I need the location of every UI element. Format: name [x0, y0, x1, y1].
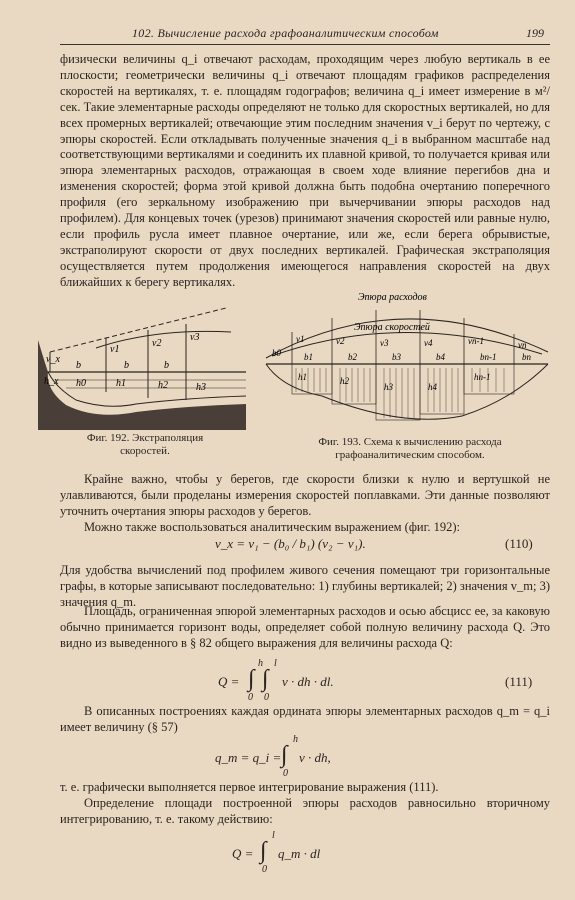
integral-2-upper: l	[274, 658, 277, 669]
figure-193-caption	[285, 436, 535, 461]
equation-111	[218, 658, 438, 703]
integral-2-lower: 0	[264, 692, 269, 703]
label-h2: h2	[340, 376, 349, 386]
paragraph-6	[60, 704, 550, 736]
label-hn1: hn-1	[474, 372, 491, 382]
integral-final-lower: 0	[262, 864, 267, 875]
integral-1-upper: h	[258, 658, 263, 669]
section-4	[420, 364, 464, 414]
page-number: 199	[526, 26, 544, 40]
label-b1: b	[76, 360, 81, 371]
label-vx: v_x	[46, 354, 60, 365]
equation-110-expr: v_x = v₁ − (b₀ / b₁) (v₂ − v₁).	[215, 536, 366, 551]
label-b3: b3	[392, 352, 401, 362]
paragraph-3-text: Можно также воспользоваться аналитическим выражением (фиг. 192):	[84, 520, 460, 534]
header-title: 102. Вычисление расхода графоаналитическим способом	[132, 26, 439, 40]
figure-192-caption	[50, 432, 240, 457]
paragraph-5-text: Площадь, ограниченная эпюрой элементарных расходов и осью абсцисс ее, за каковую обычно принимается горизонт воды, определяет собой полную величину расхода Q. Это видно из выведенного в § 82 общего выражения для величины расхода Q:	[60, 604, 550, 650]
river-bed	[266, 364, 548, 419]
label-v3: v3	[190, 332, 200, 343]
integral-sign-qm: ∫	[281, 742, 288, 768]
equation-111-number: (111)	[505, 674, 533, 689]
label-v2: v2	[336, 336, 345, 346]
equation-qm-body: v · dh,	[299, 750, 331, 765]
label-hx: h_x	[44, 376, 59, 387]
label-discharge-diagram: Эпюра расходов	[358, 292, 427, 303]
figure-193-caption-line1: Фиг. 193. Схема к вычислению расхода	[318, 436, 502, 448]
equation-110-number: (110)	[505, 536, 533, 551]
paragraph-6-text: В описанных построениях каждая ордината эпюры элементарных расходов q_m = q_i имеет величину (§ 57)	[60, 704, 550, 734]
label-h2: h2	[158, 380, 168, 391]
figure-193	[262, 288, 552, 433]
paragraph-3	[60, 520, 550, 536]
label-v1: v1	[296, 334, 305, 344]
integral-sign-final: ∫	[260, 838, 267, 864]
hatching	[296, 368, 504, 418]
label-v2: v2	[152, 338, 162, 349]
label-velocity-diagram: Эпюра скоростей	[354, 322, 430, 333]
label-b0: b0	[272, 348, 281, 358]
paragraph-8	[60, 796, 550, 828]
label-b4: b4	[436, 352, 445, 362]
equation-final	[232, 832, 392, 874]
integral-1-lower: 0	[248, 692, 253, 703]
figure-192	[36, 300, 256, 430]
equation-final-lhs: Q =	[232, 846, 254, 861]
integral-sign-2: ∫	[262, 666, 269, 692]
label-b2: b2	[348, 352, 357, 362]
label-h1: h1	[116, 378, 126, 389]
equation-111-lhs: Q =	[218, 674, 240, 689]
running-header	[60, 24, 550, 45]
paragraph-1	[60, 52, 550, 291]
label-v3: v3	[380, 338, 389, 348]
label-b1: b1	[304, 352, 313, 362]
section-2	[332, 364, 376, 404]
label-h3: h3	[384, 382, 393, 392]
river-bank	[38, 340, 246, 430]
label-bn: bn	[522, 352, 531, 362]
paragraph-2	[60, 472, 550, 520]
label-h4: h4	[428, 382, 437, 392]
extrapolation-line	[50, 308, 226, 352]
label-bn1: bn-1	[480, 352, 497, 362]
label-vn1: vn-1	[468, 336, 484, 346]
section-3	[376, 364, 420, 420]
paragraph-2-text: Крайне важно, чтобы у берегов, где скорости близки к нулю и вертушкой не улавливаются, были проделаны измерения скоростей поплавками. Эти данные позволяют уточнить очертания эпюры расходов у берегов.	[60, 472, 550, 518]
integral-qm-upper: h	[293, 734, 298, 745]
equation-110	[215, 536, 366, 552]
paragraph-1-text: физически величины q_i отвечают расходам, проходящим через любую вертикаль в ее плоскости; геометрически величины q_i отвечают площадям графиков распределения скоростей на вертикалях, т. е. площадям годографов; величина q_i имеет измерение в м²/сек. Такие элементарные расходы определяют не только для скоростных вертикалей, но для всех промерных вертикалей; отвечающие этим последним значения v_i берут по чертежу, с эпюры скоростей. Если откладывать полученные значения q_i в выбранном масштабе над соответствующими вертикалями и соединить их плавной кривой, то получается кривая или эпюра элементарных расходов, отражающая в своем ходе влияние перегибов дна и изменения скоростей; форма этой кривой должна быть подобна очертанию поперечного профиля (его зеркальному изображению при вычерчивании эпюры расходов над профилем). Для концевых точек (урезов) принимают значения скоростей или равные нулю, если профиль русла имеет плавное очертание, или же, если берега обрывистые, экстраполируют скорости от двух последних вертикалей. Графическая экстраполяция осуществляется путем продолжения имеющегося направления скоростей на двух ближайших к берегу вертикалях.	[60, 52, 550, 289]
label-v1: v1	[110, 344, 120, 355]
label-h3: h3	[196, 382, 206, 393]
label-v4: v4	[424, 338, 433, 348]
equation-qm	[215, 736, 415, 778]
equation-final-body: q_m · dl	[278, 846, 321, 861]
equation-111-body: v · dh · dl.	[282, 674, 334, 689]
label-h0: h0	[76, 378, 86, 389]
figure-193-caption-line2: графоаналитическим способом.	[335, 448, 485, 461]
paragraph-7-text: т. е. графически выполняется первое интегрирование выражения (111).	[60, 780, 439, 794]
integral-qm-lower: 0	[283, 768, 288, 779]
integral-sign-1: ∫	[248, 666, 255, 692]
paragraph-4-text: Для удобства вычислений под профилем живого сечения помещают три горизонтальные графы, в которые записывают последовательно: 1) глубины вертикалей; 2) значения v_m; 3) значения q_m.	[60, 563, 550, 609]
label-h1: h1	[298, 372, 307, 382]
figure-192-caption-line2: скоростей.	[120, 444, 170, 457]
paragraph-8-text: Определение площади построенной эпюры расходов равносильно вторичному интегрированию, т. е. такому действию:	[60, 796, 550, 826]
equation-qm-lhs: q_m = q_i =	[215, 750, 282, 765]
figure-192-caption-line1: Фиг. 192. Экстраполяция	[86, 432, 204, 444]
label-vn: vn	[518, 340, 527, 350]
label-b3: b	[164, 360, 169, 371]
label-b2: b	[124, 360, 129, 371]
paragraph-7	[60, 780, 550, 796]
integral-final-upper: l	[272, 830, 275, 841]
paragraph-5	[60, 604, 550, 652]
